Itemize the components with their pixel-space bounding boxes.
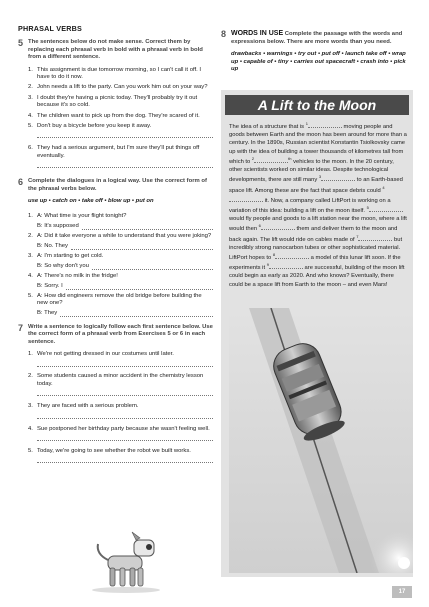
gap-number: 3 [318,174,322,180]
gap-number: 1 [305,121,308,127]
exercise-5-header [18,39,213,62]
dialogue-a: A: What time is your flight tonight? [37,212,127,219]
gap-blank[interactable] [305,121,342,128]
exercise-8-header [221,30,413,46]
item-number: 1. [28,212,33,219]
left-column [18,24,213,473]
dialogue-b: B: It's supposed [37,222,79,229]
gap-blank[interactable] [358,234,392,241]
item-text: John needs a lift to the party. Can you work him out on your way? [37,84,208,91]
dialogue-b-wrap [37,263,213,271]
list-item [28,67,213,82]
dialogue-b-wrap [37,283,213,291]
item-number: 3. [28,252,33,259]
dialogue-b-wrap [37,223,213,231]
item-body [37,373,213,400]
article-text [229,121,407,289]
gap-blank[interactable] [366,204,403,212]
article-segment: would fly people and goods to a lift station near the moon, where a lift would then [229,216,407,233]
item-text: I doubt they're having a picnic today. They'll probably try it out because it's so cold. [37,94,198,109]
item-body [37,113,213,121]
section-title: PHRASAL VERBS [18,24,82,33]
word-bank: drawbacks • warnings • try out • put off • launch take off • wrap up • capable of • tiny • carries out spacecraft • crash into • pick up [231,51,406,73]
answer-line[interactable] [66,283,213,290]
gap-blank[interactable] [251,155,288,163]
answer-line[interactable] [37,131,213,138]
answer-line[interactable] [37,456,213,463]
dialogue-a: A: I'm starting to get cold. [37,252,104,259]
dialogue-a: A: There's no milk in the fridge! [37,272,118,279]
indent [28,310,37,318]
list-item [28,426,213,446]
dialogue-line-b [28,263,213,271]
ordinal-suffix: th [288,155,292,161]
answer-line[interactable] [37,412,213,419]
exercise-instruction: The sentences below do not make sense. Correct them by replacing each phrasal verb in bold with a phrasal verb in bold from a different sentence. [28,39,203,61]
article-segment: to an Earth-based space lift. Among these are the fact that space debris could [229,177,403,194]
exercise-instruction: Complete the passage with the words and expressions below. There are more words than you need. [231,31,403,45]
gap-blank[interactable] [266,262,303,269]
list-item [28,448,213,468]
gap-number: 8 [272,252,276,258]
exercise-number: 5 [18,38,24,49]
article-segment: it. Now, a company called LiftPort is working on a variation of this idea: building a lift on the moon itself. [229,197,391,214]
dialogue-line-b [28,310,213,318]
exercise-number: 6 [18,177,24,188]
gap-number: 5 [366,204,369,210]
item-body [37,426,213,446]
dialogue-line-b [28,283,213,291]
exercise-6-header [18,178,213,193]
robot-dog-illustration [86,530,168,594]
list-item [28,145,213,172]
list-item [28,123,213,143]
item-text: We're not getting dressed in our costumes until later. [37,351,174,358]
item-text: They are faced with a serious problem. [37,403,139,410]
list-item [28,113,213,121]
item-text: This assignment is due tomorrow morning, so I can't call it off. I have to do it now. [37,66,202,81]
indent [28,283,37,291]
item-text: Sue postponed her birthday party because she wasn't feeling well. [37,425,210,432]
item-number: 4. [28,112,33,119]
dialogue-line-a [28,213,213,221]
item-body [37,84,213,92]
exercise-instruction: Write a sentence to logically follow each first sentence below. Use the correct form of a phrasal verb from Exercises 5 or 6 in each sentence. [28,323,213,345]
article-panel [221,90,413,577]
article-segment: them and deliver them to the moon and back again. The lift would ride on cables made of [229,226,398,243]
answer-line[interactable] [37,360,213,367]
item-body [37,95,213,110]
dialogue-line-a [28,293,213,308]
exercise-instruction-block [231,30,413,46]
dialogue-b: B: They [37,310,58,317]
article-segment: a model of this lunar lift soon. If the experiments it [229,254,401,272]
article-segment: century, other scientists worked on similar ideas. Despite technological developments, there are still many [229,158,394,184]
item-number: 2. [28,232,33,239]
item-body [37,145,213,172]
item-number: 4. [28,425,33,432]
item-body [37,67,213,82]
item-number: 2. [28,84,33,91]
item-body [37,403,213,423]
dialogue-a: A: How did engineers remove the old bridge before building the new one? [37,292,202,307]
gap-number: 2 [251,155,255,161]
answer-line[interactable] [37,161,213,168]
indent [28,223,37,231]
item-text: Don't buy a bicycle before you keep it away. [37,122,152,129]
word-bank: use up • catch on • take off • blow up • put on [28,198,154,205]
answer-line[interactable] [71,243,213,250]
item-body [37,448,213,468]
item-number: 1. [28,351,33,358]
item-text: Today, we're going to see whether the robot we built works. [37,447,191,454]
article-segment: vehicles to the moon. In the 20 [291,158,373,165]
right-column [221,30,413,81]
list-item [28,373,213,400]
dialogue-b: B: No. They [37,242,68,249]
dialogue-b: B: So why don't you [37,262,89,269]
dialogue-a: A: Did it take everyone a while to understand that you were joking? [37,232,212,239]
article-segment: The idea of a structure that is [229,124,306,130]
dialogue-b-wrap [37,310,213,318]
gap-number: 4 [382,184,385,190]
item-number: 6. [28,145,33,152]
item-body [37,351,213,371]
list-item [28,95,213,110]
exercise-6-dialogues [28,213,213,318]
list-item [28,351,213,371]
exercise-number: 7 [18,322,24,333]
item-text: They had a serious argument, but I'm sure they'll put things off eventually. [37,145,200,159]
article-segment: moving people and goods between Earth and the moon has been around for more than a century. In the 1890s, Russian scientist Konstantin Tsiolkovsky came up with the idea of building a tower thousands of kilometres tall from which to [229,124,407,165]
item-number: 3. [28,403,33,410]
dialogue-line-b [28,223,213,231]
article-segment: are successful, building of the moon lift could begin as early as 2020. And who knows? Eventually, there could be a space lift from Earth to the moon – and even Mars! [229,265,405,288]
answer-line[interactable] [37,434,213,441]
exercise-label: WORDS IN USE [231,30,284,37]
dialogue-line-a [28,253,213,261]
indent [28,263,37,271]
exercise-5-list [28,67,213,172]
answer-line[interactable] [37,389,213,396]
dialogue-b-wrap [37,243,213,251]
exercise-7-list [28,351,213,467]
item-number: 5. [28,447,33,454]
article-segment: but incredibly strong nanocarbon tubes or other sophisticated material. LiftPort hopes to [229,236,403,261]
dialogue-line-b [28,243,213,251]
gap-number: 9 [266,262,269,268]
gap-blank[interactable] [229,195,263,202]
item-number: 5. [28,292,33,299]
answer-line[interactable] [92,263,213,270]
item-text: The children want to pick up from the dog. They're scared of it. [37,112,200,119]
gap-blank[interactable] [318,174,355,181]
list-item [28,84,213,92]
dialogue-b: B: Sorry. I [37,282,63,289]
gap-number: 6 [258,223,261,229]
answer-line[interactable] [60,310,213,317]
item-body [37,123,213,143]
item-text: Some students caused a minor accident in the chemistry lesson today. [37,373,204,387]
list-item [28,403,213,423]
item-number: 2. [28,373,33,380]
gap-number: 7 [356,233,359,239]
article-title: A Lift to the Moon [225,95,409,115]
gap-blank[interactable] [272,252,309,259]
answer-line[interactable] [82,223,213,230]
item-number: 3. [28,94,33,101]
item-number: 1. [28,66,33,73]
space-capsule-illustration [229,308,413,573]
gap-blank[interactable] [258,223,295,230]
exercise-number: 8 [221,29,227,39]
dialogue-line-a [28,273,213,281]
dialogue-line-a [28,233,213,241]
item-number: 5. [28,122,33,129]
page-number: 17 [392,586,412,598]
exercise-7-header [18,324,213,347]
item-number: 4. [28,272,33,279]
exercise-instruction: Complete the dialogues in a logical way. Use the correct form of the phrasal verbs below. [28,178,207,192]
indent [28,243,37,251]
